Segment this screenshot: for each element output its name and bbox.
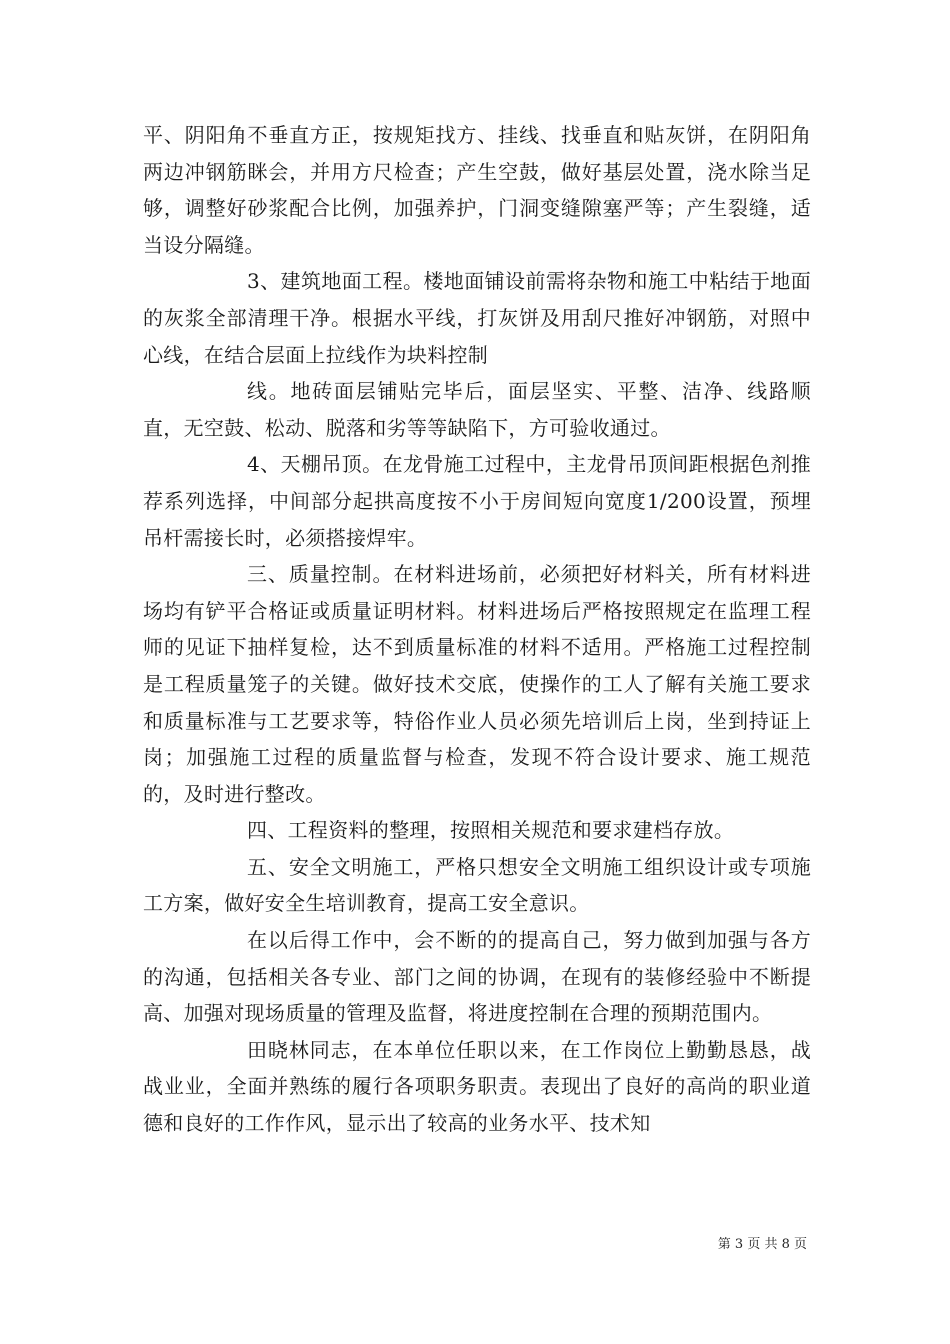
paragraph-floor-works: 3、建筑地面工程。楼地面铺设前需将杂物和施工中粘结于地面的灰浆全部清理干净。根据水平线，打灰饼及用刮尺推好冲钢筋，对照中心线，在结合层面上拉线作为块料控制 [143,269,811,367]
paragraph-records: 四、工程资料的整理，按照相关规范和要求建档存放。 [247,818,735,843]
paragraph-future-plan: 在以后得工作中，会不断的的提高自己，努力做到加强与各方的沟通，包括相关各专业、部门之间的协调，在现有的装修经验中不断提高、加强对现场质量的管理及监督，将进度控制在合理的预期范围内。 [143,928,811,1026]
paragraph-quality-control: 三、质量控制。在材料进场前，必须把好材料关，所有材料进场均有铲平合格证或质量证明材料。材料进场后严格按照规定在监理工程师的见证下抽样复检，达不到质量标准的材料不适用。严格施工过程控制是工程质量笼子的关键。做好技术交底，使操作的工人了解有关施工要求和质量标准与工艺要求等，特俗作业人员必须先培训后上岗，坐到持证上岗；加强施工过程的质量监督与检查，发现不符合设计要求、施工规范的，及时进行整改。 [143,562,811,806]
paragraph-safety: 五、安全文明施工，严格只想安全文明施工组织设计或专项施工方案，做好安全生培训教育，提高工安全意识。 [143,854,811,916]
paragraph-ceiling: 4、天棚吊顶。在龙骨施工过程中，主龙骨吊顶间距根据色剂推荐系列选择，中间部分起拱高度按不小于房间短向宽度1/200设置，预埋吊杆需接长时，必须搭接焊牢。 [143,452,811,550]
paragraph-evaluation: 田晓林同志，在本单位任职以来，在工作岗位上勤勤恳恳，战战业业，全面并熟练的履行各项职务职责。表现出了良好的高尚的职业道德和良好的工作作风，显示出了较高的业务水平、技术知 [143,1037,811,1136]
paragraph-intro: 平、阴阳角不垂直方正，按规矩找方、挂线、找垂直和贴灰饼，在阴阳角两边冲钢筋眯会，并用方尺检查；产生空鼓，做好基层处置，浇水除当足够，调整好砂浆配合比例，加强养护，门洞变缝隙塞严等；产生裂缝，适当设分隔缝。 [143,123,811,257]
page-number: 第 3 页 共 8 页 [717,1237,807,1252]
document-body [143,117,811,1142]
paragraph-floor-works-continued: 线。地砖面层铺贴完毕后，面层坚实、平整、洁净、线路顺直，无空鼓、松动、脱落和劣等等缺陷下，方可验收通过。 [143,379,811,440]
